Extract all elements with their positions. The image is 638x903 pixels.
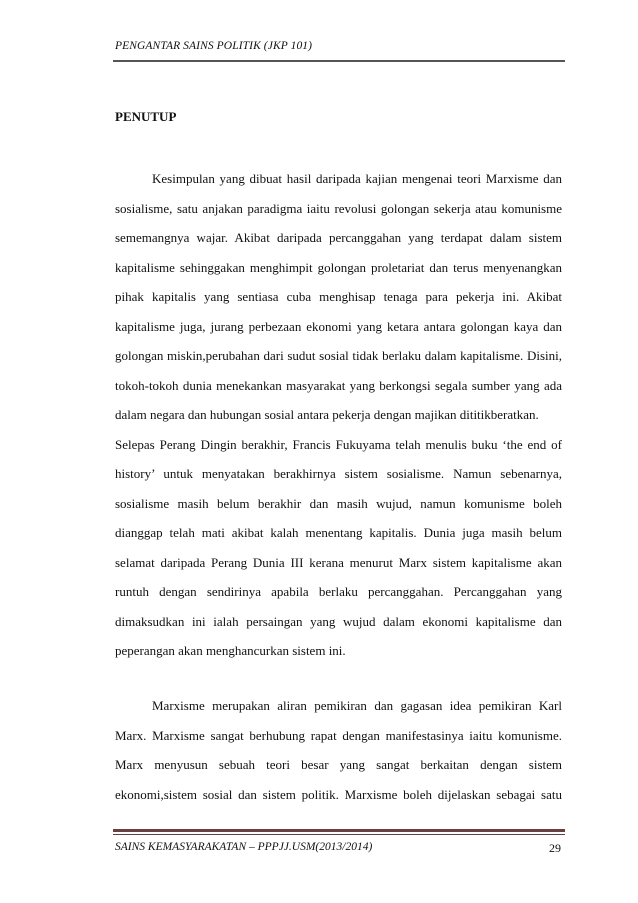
paragraph-1-line: sememangnya wajar. Akibat daripada percanggahan yang terdapat dalam sistem <box>115 230 562 245</box>
paragraph-1-line: kapitalisme juga, jurang perbezaan ekonomi yang ketara antara golongan kaya dan <box>115 318 562 334</box>
page-number: 29 <box>549 841 561 855</box>
paragraph-1-line: dalam negara dan hubungan sosial antara pekerja dengan majikan dititikberatkan. <box>115 407 539 422</box>
paragraph-1-line: Selepas Perang Dingin berakhir, Francis Fukuyama telah menulis buku ‘the end of <box>115 436 562 452</box>
header-divider <box>113 60 565 62</box>
paragraph-1-line: sosialisme masih belum berakhir dan masih wujud, namun komunisme boleh <box>115 495 562 511</box>
paragraph-1-line: kapitalisme sehinggakan menghimpit golongan proletariat dan terus menyenangkan <box>115 259 562 275</box>
paragraph-1-line: dimaksudkan ini ialah persaingan yang wujud dalam ekonomi kapitalisme dan <box>115 613 562 629</box>
running-footer: SAINS KEMASYARAKATAN – PPPJJ.USM(2013/2014) <box>115 841 373 853</box>
paragraph-1-line: history’ untuk menyatakan berakhirnya sistem sosialisme. Namun sebenarnya, <box>115 466 562 481</box>
paragraph-2-line: Marx menyusun sebuah teori besar yang sangat berkaitan dengan sistem <box>115 757 562 772</box>
section-heading: PENUTUP <box>115 109 177 124</box>
paragraph-1-line: tokoh-tokoh dunia menekankan masyarakat yang berkongsi segala sumber yang ada <box>115 377 562 393</box>
paragraph-2-line: Marxisme merupakan aliran pemikiran dan gagasan idea pemikiran Karl <box>152 698 562 713</box>
paragraph-2-line: Marx. Marxisme sangat berhubung rapat dengan manifestasinya iaitu komunisme. <box>115 727 562 743</box>
paragraph-1-line: Kesimpulan yang dibuat hasil daripada kajian mengenai teori Marxisme dan <box>152 171 562 186</box>
paragraph-2 <box>115 691 562 809</box>
running-header: PENGANTAR SAINS POLITIK (JKP 101) <box>115 40 313 52</box>
paragraph-1-line: peperangan akan menghancurkan sistem ini. <box>115 643 346 658</box>
paragraph-1-line: pihak kapitalis yang sentiasa cuba menghisap tenaga para pekerja ini. Akibat <box>115 289 562 304</box>
paragraph-1 <box>115 164 562 666</box>
footer-divider-thin <box>113 834 565 835</box>
paragraph-1-line: dianggap telah mati akibat kalah menentang kapitalis. Dunia juga masih belum <box>115 525 562 540</box>
paragraph-1-line: golongan miskin,perubahan dari sudut sosial tidak berlaku dalam kapitalisme. Disini, <box>115 348 562 363</box>
footer-divider-thick <box>113 829 565 832</box>
paragraph-1-line: selamat daripada Perang Dunia III kerana menurut Marx sistem kapitalisme akan <box>115 554 562 570</box>
paragraph-1-line: sosialisme, satu anjakan paradigma iaitu revolusi golongan sekerja atau komunisme <box>115 200 562 216</box>
paragraph-2-line: ekonomi,sistem sosial dan sistem politik. Marxisme boleh dijelaskan sebagai satu <box>115 786 562 802</box>
paragraph-1-line: runtuh dengan sendirinya apabila berlaku percanggahan. Percanggahan yang <box>115 584 562 599</box>
